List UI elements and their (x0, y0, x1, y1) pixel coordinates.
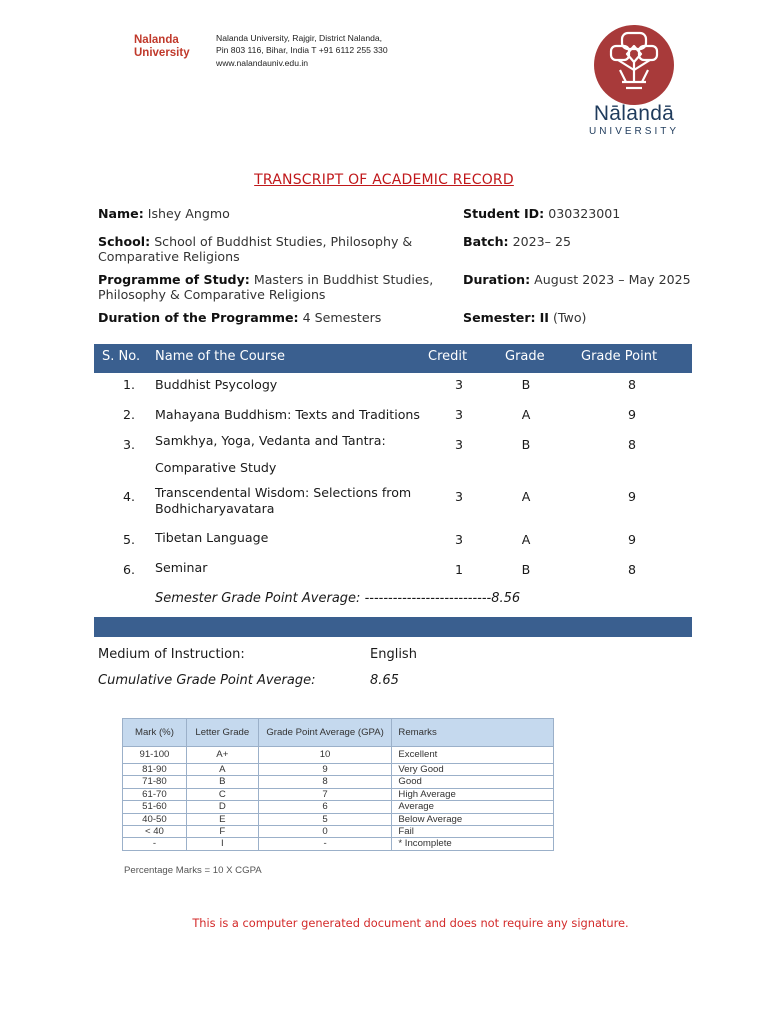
cgpa-label: Cumulative Grade Point Average: (98, 673, 316, 688)
row-course-line2: Bodhicharyavatara (155, 501, 275, 516)
row-credit: 3 (454, 489, 463, 504)
row-grade-point: 8 (627, 437, 636, 452)
semester-label: Semester: (463, 310, 536, 325)
row-grade: B (521, 437, 531, 452)
student-id-label: Student ID: (463, 206, 545, 221)
grading-mark: 40-50 (123, 813, 187, 825)
row-sno: 6. (123, 562, 136, 577)
grading-gpa: - (258, 838, 392, 850)
grading-gpa: 8 (258, 776, 392, 788)
row-grade: A (521, 489, 531, 504)
row-course: Tibetan Language (155, 530, 269, 545)
grading-col-remarks: Remarks (392, 719, 554, 747)
grading-letter: D (186, 801, 258, 813)
row-grade-point: 8 (627, 377, 636, 392)
row-sno: 4. (123, 489, 136, 504)
row-grade: A (521, 532, 531, 547)
row-course: Buddhist Psycology (155, 377, 278, 392)
small-logo-line: Nalanda (134, 34, 179, 46)
address-line: Pin 803 116, Bihar, India T +91 6112 255 330 (216, 45, 388, 56)
semester-gpa (155, 591, 520, 606)
row-course-line2: Comparative Study (155, 460, 277, 475)
grading-row (123, 826, 554, 838)
grading-row (123, 747, 554, 764)
programme-of-study (98, 272, 438, 302)
grading-mark: - (123, 838, 187, 850)
grading-gpa: 9 (258, 764, 392, 776)
duration-label: Duration: (463, 272, 531, 287)
grading-letter: A (186, 764, 258, 776)
grading-remark: Very Good (392, 764, 554, 776)
grading-mark: 91-100 (123, 747, 187, 764)
school-value-line2: Comparative Religions (98, 249, 240, 264)
grading-remark: Average (392, 801, 554, 813)
grading-remark: Below Average (392, 813, 554, 825)
grading-gpa: 10 (258, 747, 392, 764)
grading-mark: 81-90 (123, 764, 187, 776)
school-label: School: (98, 234, 151, 249)
student-id-value: 030323001 (548, 206, 621, 221)
footer-disclaimer: This is a computer generated document and does not require any signature. (192, 916, 629, 930)
row-course: Mahayana Buddhism: Texts and Traditions (155, 407, 420, 422)
sgpa-value: 8.56 (491, 591, 521, 606)
row-course: Samkhya, Yoga, Vedanta and Tantra: (155, 433, 386, 448)
university-seal-icon (584, 24, 684, 106)
col-grade-point: Grade Point (581, 349, 658, 364)
cgpa-value: 8.65 (370, 673, 399, 688)
medium-value: English (370, 647, 417, 662)
row-credit: 3 (454, 437, 463, 452)
course-table-header (94, 344, 692, 373)
grading-row (123, 838, 554, 850)
sgpa-dashes: --------------------------- (364, 591, 492, 606)
grading-header-row (123, 719, 554, 747)
row-sno: 2. (123, 407, 136, 422)
col-course: Name of the Course (155, 349, 285, 364)
grading-mark: 51-60 (123, 801, 187, 813)
grading-mark: < 40 (123, 826, 187, 838)
brand-name: Nālandā (593, 102, 675, 125)
grading-mark: 71-80 (123, 776, 187, 788)
small-logo-line: University (134, 47, 190, 59)
programme-duration (98, 310, 381, 325)
grading-letter: A+ (186, 747, 258, 764)
row-sno: 1. (123, 377, 136, 392)
col-grade: Grade (505, 349, 545, 364)
student-name (98, 206, 230, 221)
student-id (463, 206, 620, 221)
row-grade-point: 9 (627, 489, 636, 504)
grading-gpa: 0 (258, 826, 392, 838)
row-credit: 3 (454, 532, 463, 547)
semester (463, 310, 586, 325)
grading-mark: 61-70 (123, 788, 187, 800)
document-title: TRANSCRIPT OF ACADEMIC RECORD (254, 172, 514, 188)
batch-value: 2023– 25 (512, 234, 571, 249)
grading-gpa: 6 (258, 801, 392, 813)
row-grade-point: 8 (627, 562, 636, 577)
sgpa-label: Semester Grade Point Average: (155, 591, 361, 606)
semester-words: (Two) (553, 310, 587, 325)
name-label: Name: (98, 206, 144, 221)
name-value: Ishey Angmo (147, 206, 230, 221)
row-sno: 5. (123, 532, 136, 547)
grading-letter: C (186, 788, 258, 800)
col-credit: Credit (428, 349, 468, 364)
grading-remark: * Incomplete (392, 838, 554, 850)
medium-label: Medium of Instruction: (98, 647, 245, 662)
table-footer-bar (94, 617, 692, 637)
programme-value-line2: Philosophy & Comparative Religions (98, 287, 326, 302)
university-address (216, 32, 466, 69)
row-grade: A (521, 407, 531, 422)
programme-label: Programme of Study: (98, 272, 250, 287)
row-credit: 1 (454, 562, 463, 577)
brand-subtitle: UNIVERSITY (588, 126, 679, 137)
row-sno: 3. (123, 437, 136, 452)
address-line: www.nalandauniv.edu.in (216, 57, 309, 68)
row-grade-point: 9 (627, 407, 636, 422)
grading-row (123, 801, 554, 813)
grading-remark: Excellent (392, 747, 554, 764)
duration (463, 272, 691, 287)
duration-value: August 2023 – May 2025 (534, 272, 691, 287)
programme-duration-value: 4 Semesters (302, 310, 382, 325)
grading-letter: B (186, 776, 258, 788)
semester-number: II (539, 310, 549, 325)
row-course: Seminar (155, 560, 208, 575)
grading-col-letter: Letter Grade (186, 719, 258, 747)
address-line: Nalanda University, Rajgir, District Nalanda, (216, 33, 383, 43)
row-credit: 3 (454, 377, 463, 392)
grading-remark: Fail (392, 826, 554, 838)
grading-row (123, 813, 554, 825)
grading-col-gpa: Grade Point Average (GPA) (258, 719, 392, 747)
grading-letter: E (186, 813, 258, 825)
grading-remark: High Average (392, 788, 554, 800)
grading-gpa: 5 (258, 813, 392, 825)
grading-remark: Good (392, 776, 554, 788)
row-grade: B (521, 377, 531, 392)
small-logo-text (134, 34, 214, 60)
grading-col-mark: Mark (%) (123, 719, 187, 747)
percentage-note: Percentage Marks = 10 X CGPA (124, 865, 262, 876)
row-course: Transcendental Wisdom: Selections from (155, 485, 412, 500)
col-sno: S. No. (102, 349, 141, 364)
grading-row (123, 764, 554, 776)
grading-letter: F (186, 826, 258, 838)
grading-letter: I (186, 838, 258, 850)
row-grade-point: 9 (627, 532, 636, 547)
school-value: School of Buddhist Studies, Philosophy & (154, 234, 413, 249)
school (98, 234, 428, 264)
grading-gpa: 7 (258, 788, 392, 800)
programme-duration-label: Duration of the Programme: (98, 310, 299, 325)
row-credit: 3 (454, 407, 463, 422)
grading-row (123, 776, 554, 788)
row-grade: B (521, 562, 531, 577)
batch (463, 234, 571, 249)
grading-scale-table (122, 718, 554, 851)
grading-row (123, 788, 554, 800)
programme-value: Masters in Buddhist Studies, (253, 272, 434, 287)
batch-label: Batch: (463, 234, 509, 249)
